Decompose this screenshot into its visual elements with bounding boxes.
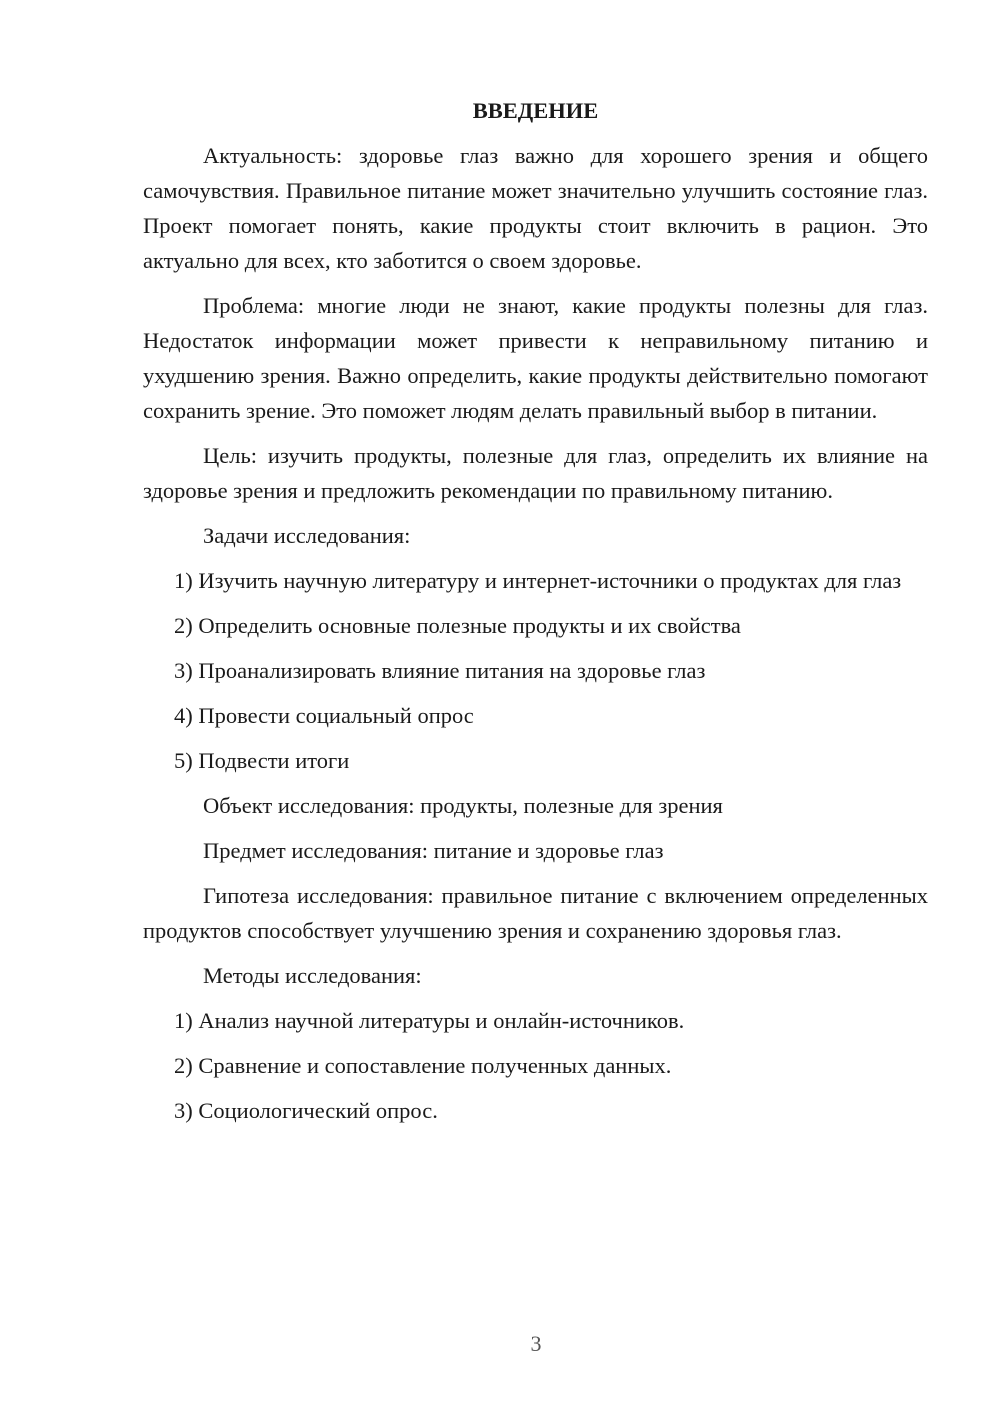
page-number: 3 xyxy=(530,1331,542,1356)
task-item: 5) Подвести итоги xyxy=(174,748,350,773)
method-item: 2) Сравнение и сопоставление полученных данных. xyxy=(174,1053,672,1078)
subject-paragraph: Предмет исследования: питание и здоровье глаз xyxy=(203,838,664,863)
task-item: 2) Определить основные полезные продукты и их свойства xyxy=(174,613,741,638)
problem-paragraph: Проблема: многие люди не знают, какие продукты полезны для глаз. Недостаток информации может привести к неправильному питанию и ухудшению зрения. Важно определить, какие продукты действительно помогают сохранить зрение. Это поможет людям делать правильный выбор в питании. xyxy=(143,293,928,423)
methods-heading: Методы исследования: xyxy=(203,963,422,988)
relevance-paragraph: Актуальность: здоровье глаз важно для хорошего зрения и общего самочувствия. Правильное питание может значительно улучшить состояние глаз. Проект помогает понять, какие продукты стоит включить в рацион. Это актуально для всех, кто заботится о своем здоровье. xyxy=(143,143,928,273)
task-item: 1) Изучить научную литературу и интернет-источники о продуктах для глаз xyxy=(174,568,902,593)
method-item: 3) Социологический опрос. xyxy=(174,1098,438,1123)
document-page xyxy=(143,93,928,1138)
task-item: 4) Провести социальный опрос xyxy=(174,703,474,728)
section-title: ВВЕДЕНИЕ xyxy=(472,98,599,123)
hypothesis-paragraph: Гипотеза исследования: правильное питание с включением определенных продуктов способствует улучшению зрения и сохранению здоровья глаз. xyxy=(143,883,928,943)
goal-paragraph: Цель: изучить продукты, полезные для глаз, определить их влияние на здоровье зрения и предложить рекомендации по правильному питанию. xyxy=(143,443,928,503)
tasks-heading: Задачи исследования: xyxy=(203,523,411,548)
method-item: 1) Анализ научной литературы и онлайн-источников. xyxy=(174,1008,685,1033)
object-paragraph: Объект исследования: продукты, полезные для зрения xyxy=(203,793,723,818)
task-item: 3) Проанализировать влияние питания на здоровье глаз xyxy=(174,658,706,683)
